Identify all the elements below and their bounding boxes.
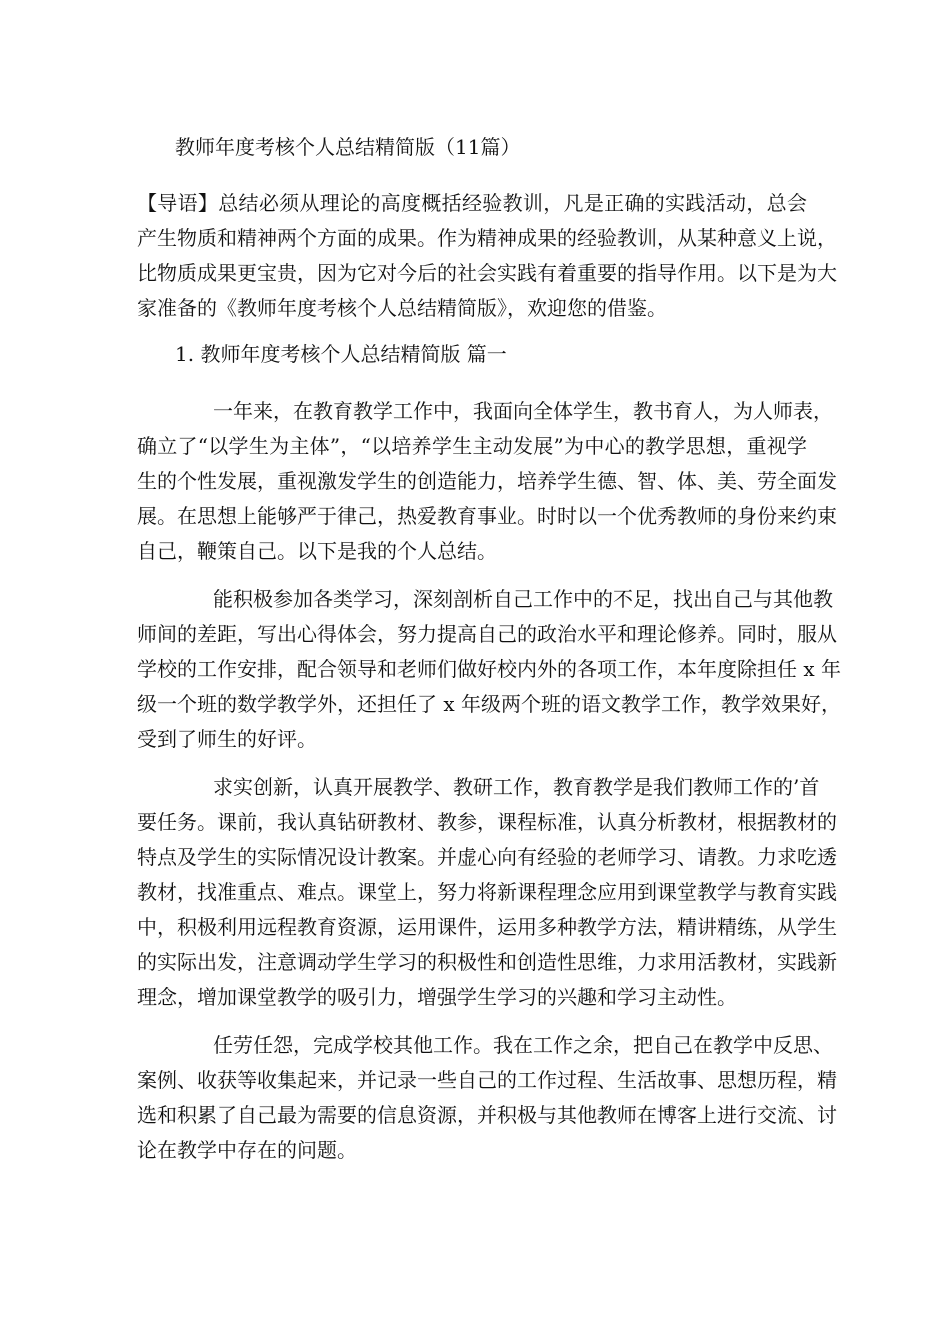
paragraph-line: 一年来，在教育教学工作中，我面向全体学生，教书育人，为人师表，: [213, 399, 833, 423]
paragraph-line: 求实创新，认真开展教学、教研工作，教育教学是我们教师工作的’首: [213, 775, 820, 799]
paragraph-line: 级一个班的数学教学外，还担任了 x 年级两个班的语文教学工作，教学效果好，: [137, 692, 841, 716]
paragraph-line: 师间的差距，写出心得体会，努力提高自己的政治水平和理论修养。同时，服从: [137, 622, 837, 646]
paragraph-line: 能积极参加各类学习，深刻剖析自己工作中的不足，找出自己与其他教: [213, 587, 833, 611]
intro-line: 比物质成果更宝贵，因为它对今后的社会实践有着重要的指导作用。以下是为大: [137, 261, 837, 285]
paragraph-line: 特点及学生的实际情况设计教案。并虚心向有经验的老师学习、请教。力求吃透: [137, 845, 837, 869]
paragraph-line: 受到了师生的好评。: [137, 727, 317, 751]
intro-line: 【导语】总结必须从理论的高度概括经验教训，凡是正确的实践活动，总会: [137, 191, 807, 215]
paragraph-line: 自己，鞭策自己。以下是我的个人总结。: [137, 539, 497, 563]
section-heading: 1. 教师年度考核个人总结精简版 篇一: [175, 342, 507, 366]
intro-line: 产生物质和精神两个方面的成果。作为精神成果的经验教训，从某种意义上说，: [137, 226, 837, 250]
document-title: 教师年度考核个人总结精简版（11篇）: [175, 135, 521, 159]
paragraph-line: 教材，找准重点、难点。课堂上，努力将新课程理念应用到课堂教学与教育实践: [137, 880, 837, 904]
paragraph-line: 确立了“以学生为主体”，“以培养学生主动发展”为中心的教学思想，重视学: [137, 434, 807, 458]
paragraph-line: 任劳任怨，完成学校其他工作。我在工作之余，把自己在教学中反思、: [213, 1033, 833, 1057]
paragraph-line: 中，积极利用远程教育资源，运用课件，运用多种教学方法，精讲精练，从学生: [137, 915, 837, 939]
paragraph-line: 理念，增加课堂教学的吸引力，增强学生学习的兴趣和学习主动性。: [137, 985, 737, 1009]
paragraph-line: 生的个性发展，重视激发学生的创造能力，培养学生德、智、体、美、劳全面发: [137, 469, 837, 493]
paragraph-line: 案例、收获等收集起来，并记录一些自己的工作过程、生活故事、思想历程，精: [137, 1068, 837, 1092]
paragraph-line: 选和积累了自己最为需要的信息资源，并积极与其他教师在博客上进行交流、讨: [137, 1103, 837, 1127]
paragraph-line: 要任务。课前，我认真钻研教材、教参，课程标准，认真分析教材，根据教材的: [137, 810, 837, 834]
paragraph-line: 论在教学中存在的问题。: [137, 1138, 357, 1162]
paragraph-line: 学校的工作安排，配合领导和老师们做好校内外的各项工作，本年度除担任 x 年: [137, 657, 841, 681]
paragraph-line: 的实际出发，注意调动学生学习的积极性和创造性思维，力求用活教材，实践新: [137, 950, 837, 974]
intro-line: 家准备的《教师年度考核个人总结精简版》，欢迎您的借鉴。: [137, 296, 667, 320]
paragraph-line: 展。在思想上能够严于律己，热爱教育事业。时时以一个优秀教师的身份来约束: [137, 504, 837, 528]
